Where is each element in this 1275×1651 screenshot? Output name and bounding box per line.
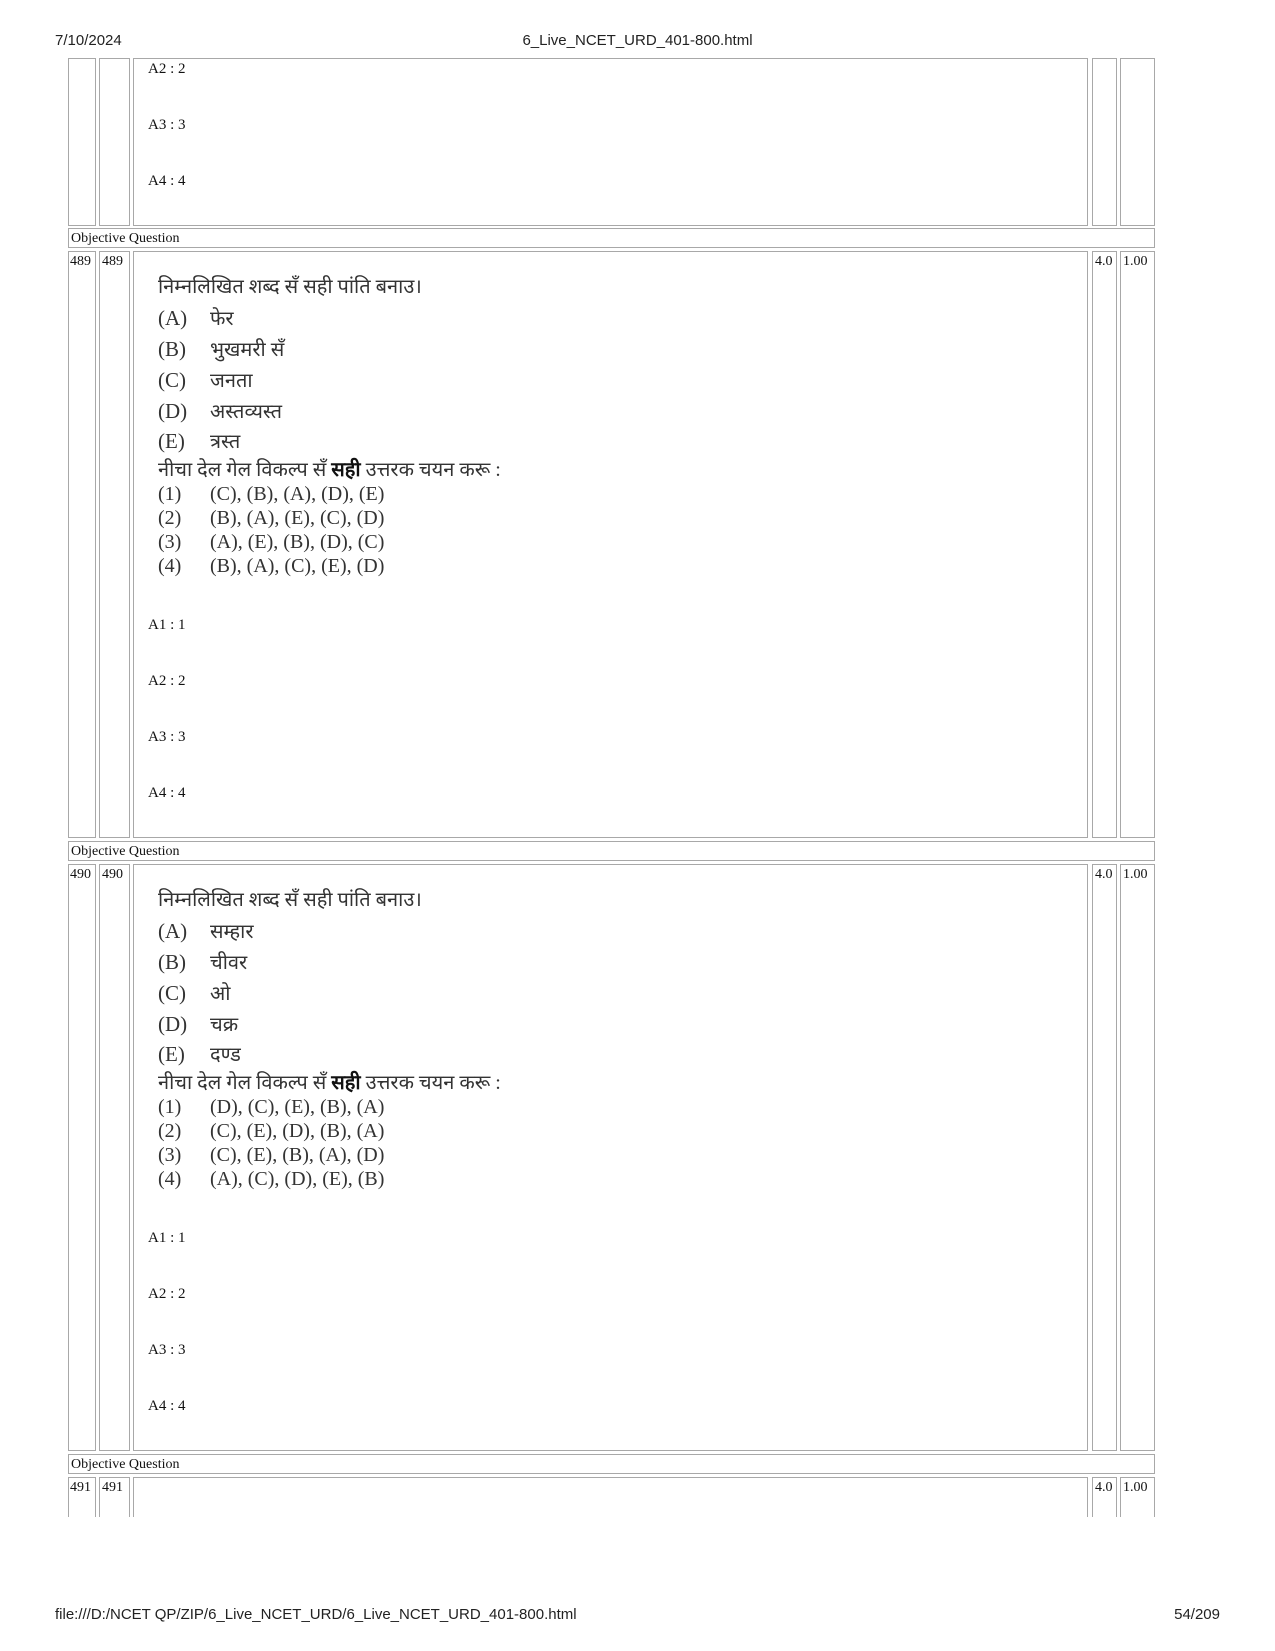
marks-value: 4.0 xyxy=(1095,1480,1113,1495)
answer-option: A4 : 4 xyxy=(148,785,186,801)
negative-marks-value: 1.00 xyxy=(1123,1480,1148,1495)
qid-cell xyxy=(99,864,130,1451)
answer-option: A1 : 1 xyxy=(148,617,186,633)
page-number: 54/209 xyxy=(1174,1606,1220,1623)
question-stem: निम्नलिखित शब्द सँ सही पांति बनाउ। xyxy=(158,889,422,911)
word-item: (D) चक्र xyxy=(158,1012,239,1036)
choice-option: (4) (B), (A), (C), (E), (D) xyxy=(158,555,385,577)
choice-option: (3) (A), (E), (B), (D), (C) xyxy=(158,531,385,553)
word-item: (A) सम्हार xyxy=(158,919,254,943)
choice-option: (2) (C), (E), (D), (B), (A) xyxy=(158,1120,385,1142)
word-item: (C) जनता xyxy=(158,368,253,392)
print-date: 7/10/2024 xyxy=(55,32,122,49)
marks-cell xyxy=(1092,251,1117,838)
section-label-row xyxy=(68,1454,1155,1474)
answer-option: A4 : 4 xyxy=(148,1398,186,1414)
marks-cell xyxy=(1092,864,1117,1451)
choice-option: (2) (B), (A), (E), (C), (D) xyxy=(158,507,385,529)
marks-value: 4.0 xyxy=(1095,254,1113,269)
word-item: (A) फेर xyxy=(158,306,234,330)
qid-cell xyxy=(99,1477,130,1517)
content-cell xyxy=(133,58,1088,226)
section-label: Objective Question xyxy=(71,1457,180,1472)
word-item: (B) भुखमरी सँ xyxy=(158,337,285,361)
question-id: 489 xyxy=(102,254,123,269)
section-label: Objective Question xyxy=(71,844,180,859)
word-item: (D) अस्तव्यस्त xyxy=(158,399,283,423)
question-id: 490 xyxy=(102,867,123,882)
answer-option: A3 : 3 xyxy=(148,1342,186,1358)
qid-cell xyxy=(99,58,130,226)
neg-cell xyxy=(1120,864,1155,1451)
sno-cell xyxy=(68,251,96,838)
content-cell xyxy=(133,1477,1088,1517)
choice-option: (3) (C), (E), (B), (A), (D) xyxy=(158,1144,385,1166)
serial-number: 491 xyxy=(70,1480,91,1495)
answer-option: A2 : 2 xyxy=(148,1286,186,1302)
choice-option: (1) (D), (C), (E), (B), (A) xyxy=(158,1096,385,1118)
qid-cell xyxy=(99,251,130,838)
word-item: (B) चीवर xyxy=(158,950,248,974)
answer-option: A3 : 3 xyxy=(148,117,186,133)
question-stem: निम्नलिखित शब्द सँ सही पांति बनाउ। xyxy=(158,276,422,298)
instruction: नीचा देल गेल विकल्प सँ सही उत्तरक चयन करू : xyxy=(158,459,501,481)
section-label-row xyxy=(68,841,1155,861)
marks-cell xyxy=(1092,1477,1117,1517)
answer-option: A1 : 1 xyxy=(148,1230,186,1246)
marks-value: 4.0 xyxy=(1095,867,1113,882)
sno-cell xyxy=(68,1477,96,1517)
choice-option: (1) (C), (B), (A), (D), (E) xyxy=(158,483,385,505)
instruction: नीचा देल गेल विकल्प सँ सही उत्तरक चयन करू : xyxy=(158,1072,501,1094)
marks-cell xyxy=(1092,58,1117,226)
section-label: Objective Question xyxy=(71,231,180,246)
question-id: 491 xyxy=(102,1480,123,1495)
file-url: file:///D:/NCET QP/ZIP/6_Live_NCET_URD/6_Live_NCET_URD_401-800.html xyxy=(55,1606,577,1623)
sno-cell xyxy=(68,58,96,226)
neg-cell xyxy=(1120,1477,1155,1517)
sno-cell xyxy=(68,864,96,1451)
answer-option: A2 : 2 xyxy=(148,61,186,77)
section-label-row xyxy=(68,228,1155,248)
neg-cell xyxy=(1120,58,1155,226)
word-item: (C) ओ xyxy=(158,981,231,1005)
word-item: (E) दण्ड xyxy=(158,1042,241,1066)
negative-marks-value: 1.00 xyxy=(1123,867,1148,882)
negative-marks-value: 1.00 xyxy=(1123,254,1148,269)
answer-option: A4 : 4 xyxy=(148,173,186,189)
document-title: 6_Live_NCET_URD_401-800.html xyxy=(522,32,753,49)
serial-number: 489 xyxy=(70,254,91,269)
choice-option: (4) (A), (C), (D), (E), (B) xyxy=(158,1168,385,1190)
word-item: (E) त्रस्त xyxy=(158,429,241,453)
serial-number: 490 xyxy=(70,867,91,882)
neg-cell xyxy=(1120,251,1155,838)
answer-option: A2 : 2 xyxy=(148,673,186,689)
answer-option: A3 : 3 xyxy=(148,729,186,745)
